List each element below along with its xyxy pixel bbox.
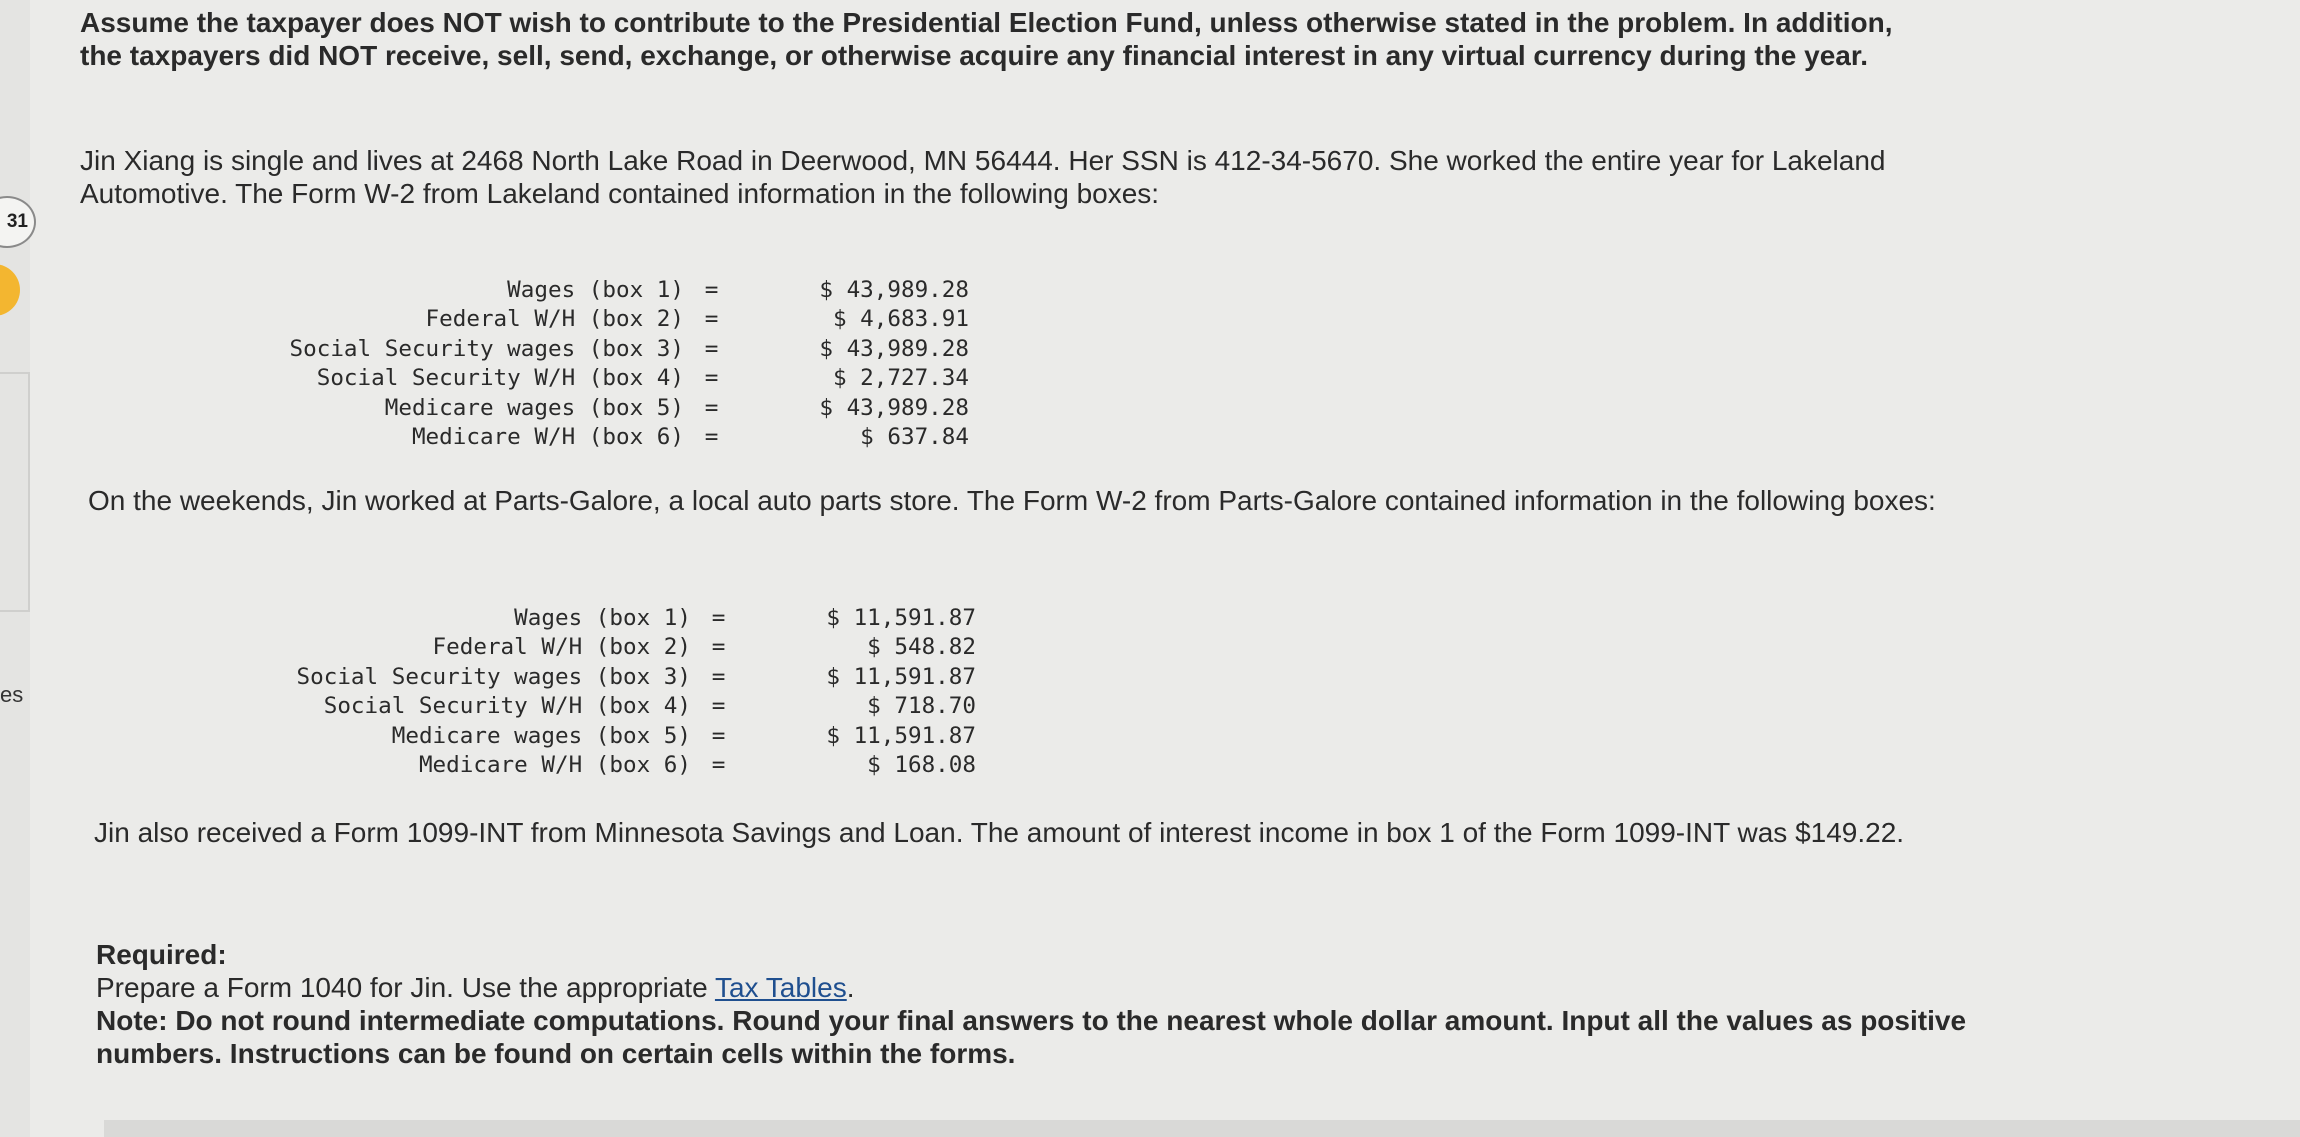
w2-row [271,722,976,751]
w2-row [264,276,969,305]
w2-row [271,663,976,692]
equals-sign: = [704,365,719,392]
w2-label: Medicare W/H (box 6) [418,751,691,778]
case-paragraph: Jin Xiang is single and lives at 2468 North Lake Road in Deerwood, MN 56444. Her SSN is 412-34-5670. She worked the entire year for Lakeland Automotive. The Form W-2 from Lakeland contained information in the following boxes: [80,145,1886,209]
equals-sign: = [711,663,726,690]
equals-sign: = [711,634,726,661]
w2-row [271,751,976,780]
tax-tables-link[interactable]: Tax Tables [714,972,847,1003]
w2-label: Medicare wages (box 5) [384,394,684,421]
w2-value: $ 11,591.87 [826,722,976,749]
side-panel-box [0,372,30,612]
w2-value: $ 43,989.28 [819,277,969,303]
w2-label: Federal W/H (box 2) [432,634,691,661]
w2-value: $ 2,727.34 [832,365,969,392]
note-paragraph: Note: Do not round intermediate computations. Round your final answers to the nearest whole dollar amount. Input all the values as positive numbers. Instructions can be found on certain cells within the forms. [96,1005,1967,1069]
w2-value: $ 43,989.28 [819,335,969,362]
w2-row [264,364,969,393]
equals-sign: = [704,335,719,362]
equals-sign: = [704,277,719,303]
w2-label: Social Security W/H (box 4) [323,693,691,720]
w2-row [271,633,976,662]
w2-value: $ 11,591.87 [826,663,976,690]
equals-sign: = [711,605,726,631]
equals-sign: = [704,306,719,333]
w2-label: Federal W/H (box 2) [425,306,684,333]
w2-row [264,305,969,334]
w2-row [264,335,969,364]
w2-value: $ 168.08 [867,751,976,778]
form-area-top-edge [104,1120,2300,1137]
w2-value: $ 11,591.87 [826,605,976,631]
w2-row [264,394,969,423]
w2-row [271,692,976,721]
w2-label: Wages (box 1) [507,277,684,303]
w2-value: $ 548.82 [867,634,976,661]
w2-row [271,604,976,633]
interest-income-paragraph: Jin also received a Form 1099-INT from Minnesota Savings and Loan. The amount of interest income in box 1 of the Form 1099-INT was $149.22. [94,817,1905,848]
equals-sign: = [711,722,726,749]
parts-galore-paragraph: On the weekends, Jin worked at Parts-Galore, a local auto parts store. The Form W-2 from Parts-Galore contained information in the following boxes: [88,485,1936,516]
required-heading: Required: [96,939,227,970]
equals-sign: = [704,394,719,421]
w2-label: Medicare wages (box 5) [391,722,691,749]
w2-label: Wages (box 1) [514,605,691,631]
required-text: Prepare a Form 1040 for Jin. Use the appropriate [96,972,715,1003]
w2-value: $ 43,989.28 [819,394,969,421]
side-partial-label: es [0,682,24,707]
w2-label: Medicare W/H (box 6) [411,423,684,450]
required-instruction [96,971,855,1004]
w2-label: Social Security W/H (box 4) [316,365,684,392]
w2-row [264,423,969,452]
equals-sign: = [711,693,726,720]
w2-value: $ 718.70 [867,693,976,720]
w2-parts-galore-table [271,604,976,780]
instructions-paragraph: Assume the taxpayer does NOT wish to contribute to the Presidential Election Fund, unless otherwise stated in the problem. In addition, the taxpayers did NOT receive, sell, send, exchange, or otherwise acquire any financial interest in any virtual currency during the year. [80,7,1893,71]
equals-sign: = [704,423,719,450]
w2-label: Social Security wages (box 3) [289,335,684,362]
question-number-badge[interactable]: 31 [0,196,36,248]
equals-sign: = [711,751,726,778]
w2-lakeland-table [264,276,969,452]
required-text-end: . [846,972,855,1003]
w2-value: $ 4,683.91 [832,306,969,333]
w2-label: Social Security wages (box 3) [296,663,691,690]
w2-value: $ 637.84 [860,423,969,450]
